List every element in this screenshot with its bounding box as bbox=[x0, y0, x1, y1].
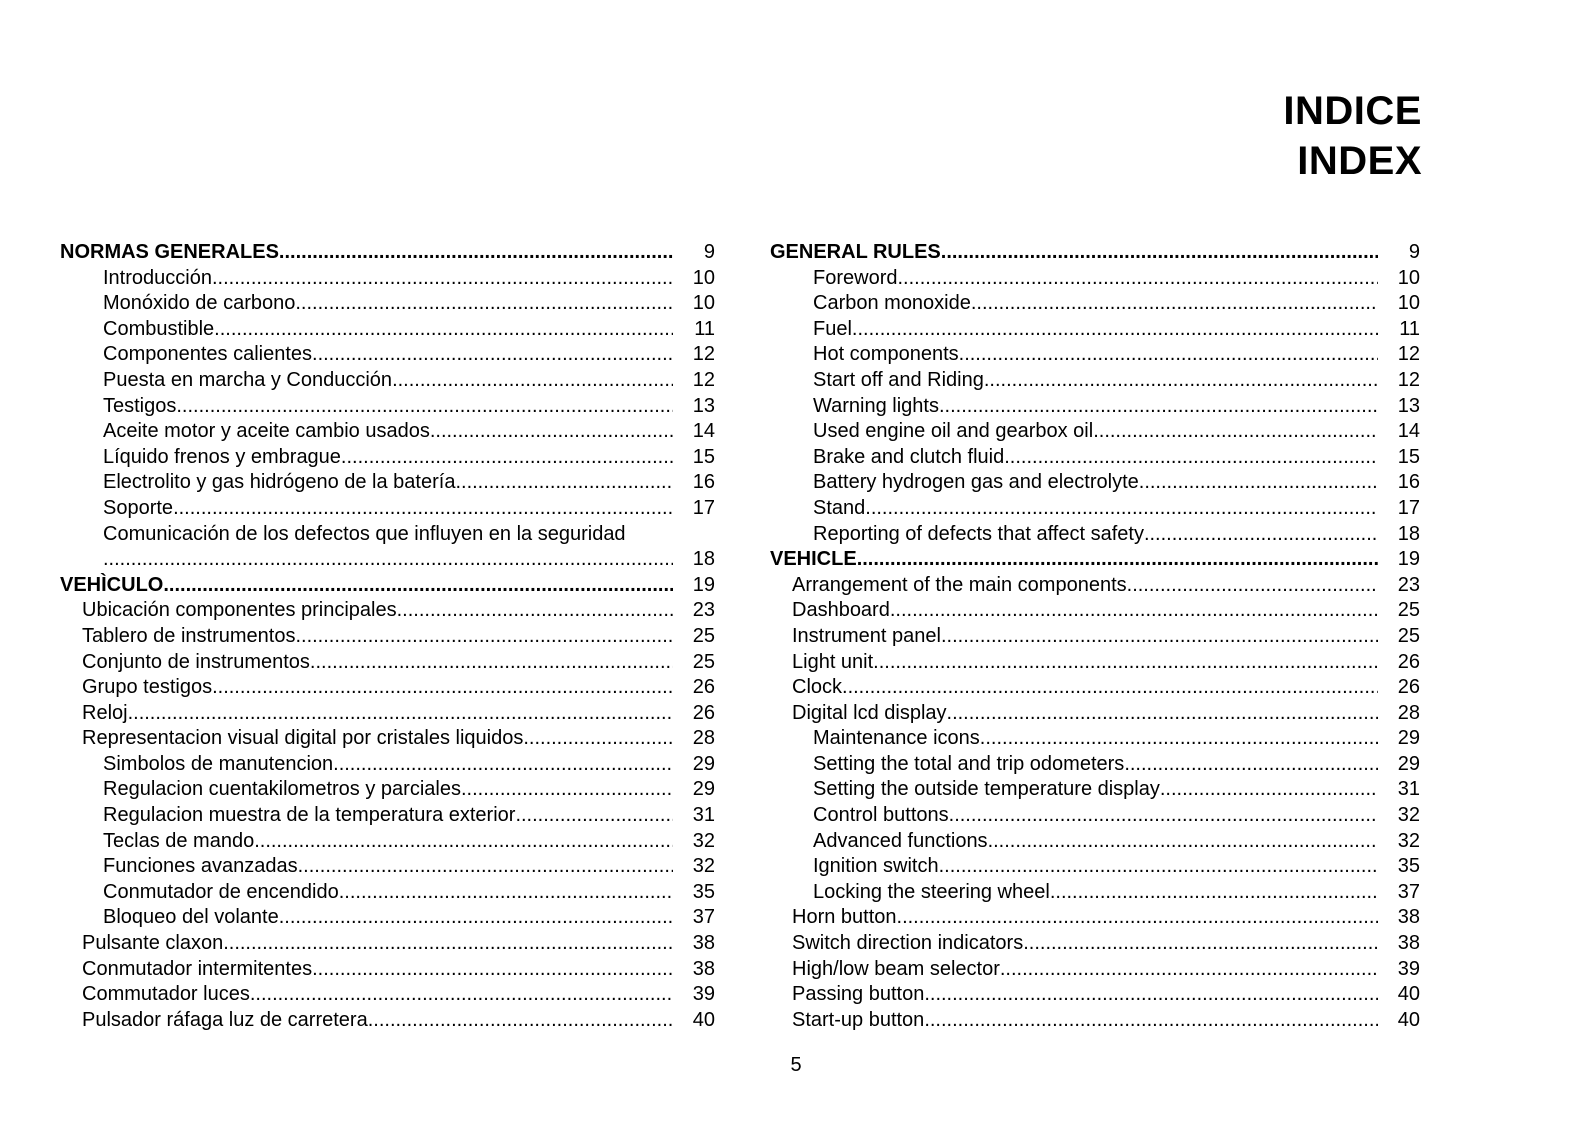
dot-leader bbox=[173, 496, 673, 522]
dot-leader bbox=[1139, 470, 1378, 496]
toc-entry-title: Stand bbox=[813, 496, 866, 519]
toc-entry-title: Light unit bbox=[792, 650, 874, 673]
toc-entry[interactable] bbox=[60, 419, 715, 445]
toc-entry-page: 39 bbox=[1397, 957, 1420, 980]
toc-entry[interactable] bbox=[770, 752, 1420, 778]
toc-entry-page: 15 bbox=[1397, 445, 1420, 468]
toc-entry[interactable] bbox=[770, 419, 1420, 445]
toc-entry-page: 9 bbox=[703, 241, 715, 263]
toc-entry-title: Digital lcd display bbox=[792, 701, 947, 724]
dot-leader bbox=[890, 598, 1378, 624]
toc-entry[interactable] bbox=[60, 650, 715, 676]
toc-entry[interactable] bbox=[60, 266, 715, 292]
toc-entry[interactable] bbox=[770, 931, 1420, 957]
toc-entry-page: 38 bbox=[692, 932, 715, 955]
dot-leader bbox=[959, 342, 1378, 368]
toc-entry[interactable] bbox=[60, 240, 715, 266]
toc-entry-page: 23 bbox=[1397, 573, 1420, 596]
toc-entry-page: 17 bbox=[1397, 496, 1420, 519]
dot-leader bbox=[279, 905, 673, 931]
toc-entry-title: Used engine oil and gearbox oil bbox=[813, 420, 1094, 443]
toc-entry-page: 11 bbox=[694, 317, 715, 340]
toc-entry-title: Ignition switch bbox=[813, 855, 939, 878]
toc-entry[interactable] bbox=[770, 803, 1420, 829]
toc-entry-page: 29 bbox=[1397, 727, 1420, 750]
dot-leader bbox=[368, 1008, 673, 1034]
toc-entry[interactable] bbox=[770, 470, 1420, 496]
toc-entry[interactable] bbox=[60, 829, 715, 855]
toc-entry[interactable] bbox=[60, 726, 715, 752]
toc-entry[interactable] bbox=[60, 752, 715, 778]
toc-entry[interactable] bbox=[770, 880, 1420, 906]
dot-leader bbox=[455, 470, 673, 496]
toc-entry[interactable] bbox=[770, 726, 1420, 752]
toc-entry-page: 13 bbox=[1397, 394, 1420, 417]
dot-leader bbox=[128, 701, 673, 727]
toc-entry-page: 32 bbox=[1397, 804, 1420, 827]
toc-entry-page: 26 bbox=[692, 701, 715, 724]
toc-entry-title: Bloqueo del volante bbox=[103, 906, 279, 929]
toc-entry[interactable] bbox=[770, 394, 1420, 420]
toc-entry[interactable] bbox=[770, 342, 1420, 368]
dot-leader bbox=[312, 342, 673, 368]
dot-leader bbox=[254, 829, 673, 855]
toc-entry-title: Maintenance icons bbox=[813, 727, 980, 750]
dot-leader bbox=[1023, 931, 1378, 957]
toc-entry[interactable] bbox=[60, 368, 715, 394]
toc-entry-title: Representacion visual digital por cristales liquidos bbox=[82, 727, 524, 750]
toc-entry[interactable] bbox=[770, 266, 1420, 292]
toc-entry[interactable] bbox=[770, 573, 1420, 599]
dot-leader bbox=[924, 1008, 1378, 1034]
toc-entry-page: 18 bbox=[1397, 522, 1420, 545]
dot-leader bbox=[949, 803, 1378, 829]
toc-entry-title: Conmutador de encendido bbox=[103, 880, 339, 903]
toc-entry[interactable] bbox=[770, 905, 1420, 931]
toc-entry[interactable] bbox=[770, 701, 1420, 727]
toc-entry-title: Setting the total and trip odometers bbox=[813, 752, 1125, 775]
dot-leader bbox=[461, 777, 673, 803]
toc-entry-page: 10 bbox=[692, 266, 715, 289]
toc-entry-page: 28 bbox=[692, 727, 715, 750]
toc-entry-page: 38 bbox=[1397, 906, 1420, 929]
toc-entry[interactable] bbox=[60, 905, 715, 931]
dot-leader bbox=[212, 675, 673, 701]
dot-leader bbox=[298, 854, 673, 880]
dot-leader bbox=[873, 650, 1378, 676]
toc-entry-title: Pulsante claxon bbox=[82, 932, 224, 955]
toc-entry-page: 38 bbox=[1397, 932, 1420, 955]
dot-leader bbox=[1000, 957, 1378, 983]
toc-entry-title: Warning lights bbox=[813, 394, 939, 417]
toc-entry-page: 25 bbox=[692, 624, 715, 647]
toc-entry-title: Switch direction indicators bbox=[792, 932, 1024, 955]
dot-leader bbox=[392, 368, 673, 394]
toc-entry-page: 40 bbox=[692, 1008, 715, 1031]
toc-entry-title: Reporting of defects that affect safety bbox=[813, 522, 1144, 545]
toc-entry[interactable] bbox=[60, 777, 715, 803]
toc-entry-page: 17 bbox=[692, 496, 715, 519]
toc-entry-page: 40 bbox=[1397, 1008, 1420, 1031]
dot-leader bbox=[279, 240, 673, 266]
toc-entry-title: Líquido frenos y embrague. bbox=[103, 445, 347, 468]
toc-entry-page: 16 bbox=[1397, 471, 1420, 494]
toc-entry-title: Locking the steering wheel bbox=[813, 880, 1050, 903]
toc-entry[interactable] bbox=[770, 291, 1420, 317]
dot-leader bbox=[523, 726, 673, 752]
toc-entry-title: Foreword bbox=[813, 266, 898, 289]
toc-entry-page: 9 bbox=[1408, 241, 1420, 263]
toc-entry[interactable] bbox=[60, 803, 715, 829]
toc-entry-continuation[interactable] bbox=[60, 547, 715, 573]
toc-entry-page: 25 bbox=[1397, 624, 1420, 647]
toc-entry-title: Arrangement of the main components bbox=[792, 573, 1127, 596]
toc-entry-page: 35 bbox=[692, 880, 715, 903]
toc-entry[interactable] bbox=[770, 675, 1420, 701]
dot-leader bbox=[333, 752, 673, 778]
toc-entry-page: 28 bbox=[1397, 701, 1420, 724]
dot-leader bbox=[988, 829, 1378, 855]
toc-entry-page: 12 bbox=[692, 368, 715, 391]
dot-leader bbox=[295, 291, 673, 317]
toc-entry-title: Horn button bbox=[792, 906, 897, 929]
toc-entry-page: 14 bbox=[692, 420, 715, 443]
dot-leader bbox=[941, 624, 1378, 650]
toc-entry-title: Combustible bbox=[103, 317, 215, 340]
toc-entry-title: Puesta en marcha y Conducción bbox=[103, 368, 393, 391]
toc-entry-page: 16 bbox=[692, 471, 715, 494]
toc-entry-page: 13 bbox=[692, 394, 715, 417]
toc-entry[interactable] bbox=[770, 982, 1420, 1008]
dot-leader bbox=[1127, 573, 1378, 599]
toc-entry-title: Pulsador ráfaga luz de carretera bbox=[82, 1008, 368, 1031]
dot-leader bbox=[897, 905, 1378, 931]
toc-entry[interactable] bbox=[60, 470, 715, 496]
dot-leader bbox=[295, 624, 673, 650]
dot-leader bbox=[310, 650, 673, 676]
toc-entry-title: Soporte bbox=[103, 496, 174, 519]
dot-leader bbox=[103, 547, 673, 573]
dot-leader bbox=[312, 957, 673, 983]
toc-entry-page: 31 bbox=[692, 804, 715, 827]
toc-entry-page: 10 bbox=[1397, 292, 1420, 315]
toc-entry[interactable] bbox=[770, 650, 1420, 676]
toc-entry-title: Fuel bbox=[813, 317, 852, 340]
dot-leader bbox=[430, 419, 673, 445]
toc-entry[interactable] bbox=[770, 522, 1420, 548]
toc-entry-page: 19 bbox=[692, 573, 715, 596]
index-title bbox=[1283, 86, 1422, 186]
title-english: INDEX bbox=[1297, 139, 1422, 183]
toc-entry-title: GENERAL RULES bbox=[770, 241, 941, 263]
toc-entry-title: Componentes calientes bbox=[103, 343, 313, 366]
toc-entry[interactable] bbox=[60, 496, 715, 522]
toc-entry[interactable] bbox=[60, 624, 715, 650]
toc-entry[interactable] bbox=[770, 1008, 1420, 1034]
toc-entry-page: 37 bbox=[1397, 880, 1420, 903]
toc-entry-title: Commutador luces bbox=[82, 983, 250, 1006]
toc-entry-title: Passing button bbox=[792, 983, 925, 1006]
toc-entry-page: 25 bbox=[692, 650, 715, 673]
toc-entry[interactable] bbox=[60, 1008, 715, 1034]
toc-entry-page: 26 bbox=[1397, 676, 1420, 699]
toc-entry-page: 32 bbox=[692, 829, 715, 852]
toc-entry-title: Brake and clutch fluid bbox=[813, 445, 1005, 468]
toc-entry[interactable] bbox=[60, 701, 715, 727]
toc-entry-title: Setting the outside temperature display bbox=[813, 778, 1160, 801]
toc-entry[interactable] bbox=[770, 854, 1420, 880]
toc-entry[interactable] bbox=[60, 931, 715, 957]
toc-entry-page: 15 bbox=[692, 445, 715, 468]
toc-entry-title: Dashboard bbox=[792, 599, 890, 622]
toc-entry-title: Regulacion cuentakilometros y parciales bbox=[103, 778, 461, 801]
toc-entry-title: Simbolos de manutencion bbox=[103, 752, 334, 775]
toc-entry-title: Conmutador intermitentes bbox=[82, 957, 313, 980]
dot-leader bbox=[984, 368, 1378, 394]
toc-entry[interactable] bbox=[770, 317, 1420, 343]
dot-leader bbox=[250, 982, 673, 1008]
toc-entry[interactable] bbox=[60, 598, 715, 624]
toc-entry-page: 10 bbox=[1397, 266, 1420, 289]
dot-leader bbox=[842, 675, 1378, 701]
dot-leader bbox=[223, 931, 673, 957]
toc-entry-title: NORMAS GENERALES bbox=[60, 241, 279, 263]
toc-spanish-column bbox=[60, 240, 715, 1033]
toc-entry[interactable] bbox=[60, 573, 715, 599]
page-number: 5 bbox=[790, 1054, 802, 1076]
toc-entry-title: Clock bbox=[792, 676, 843, 699]
toc-entry-title: Funciones avanzadas bbox=[103, 855, 298, 878]
dot-leader bbox=[897, 266, 1378, 292]
toc-entry-page: 11 bbox=[1399, 317, 1420, 340]
dot-leader bbox=[1004, 445, 1378, 471]
toc-entry[interactable] bbox=[60, 445, 715, 471]
toc-entry-page: 23 bbox=[692, 599, 715, 622]
toc-entry-title: Start-up button bbox=[792, 1008, 925, 1031]
toc-entry-title: Testigos bbox=[103, 394, 177, 417]
dot-leader bbox=[515, 803, 673, 829]
toc-entry[interactable] bbox=[60, 394, 715, 420]
toc-entry-page: 32 bbox=[1397, 829, 1420, 852]
toc-entry-page: 26 bbox=[1397, 650, 1420, 673]
toc-entry-title: Aceite motor y aceite cambio usados bbox=[103, 420, 430, 443]
toc-entry-title: Tablero de instrumentos bbox=[82, 624, 296, 647]
toc-entry-page: 37 bbox=[692, 906, 715, 929]
title-spanish: INDICE bbox=[1283, 89, 1422, 133]
dot-leader bbox=[939, 854, 1378, 880]
toc-english-column bbox=[770, 240, 1420, 1033]
toc-entry[interactable] bbox=[770, 829, 1420, 855]
toc-entry-page: 31 bbox=[1397, 778, 1420, 801]
toc-entry-title: Advanced functions bbox=[813, 829, 988, 852]
toc-entry[interactable] bbox=[60, 342, 715, 368]
dot-leader bbox=[1050, 880, 1378, 906]
toc-entry-title: Comunicación de los defectos que influyen en la seguridad bbox=[103, 522, 626, 545]
toc-entry-title: Teclas de mando bbox=[103, 829, 255, 852]
dot-leader bbox=[176, 394, 673, 420]
toc-entry-title: Ubicación componentes principales bbox=[82, 599, 397, 622]
dot-leader bbox=[947, 701, 1378, 727]
toc-entry[interactable] bbox=[770, 496, 1420, 522]
toc-entry-title: Introducción bbox=[103, 266, 212, 289]
dot-leader bbox=[1124, 752, 1378, 778]
toc-entry-page: 38 bbox=[692, 957, 715, 980]
toc-entry[interactable] bbox=[60, 675, 715, 701]
toc-entry-title: High/low beam selector bbox=[792, 957, 1000, 980]
toc-entry[interactable] bbox=[60, 522, 715, 548]
toc-entry-title: Hot components bbox=[813, 343, 959, 366]
toc-entry[interactable] bbox=[770, 445, 1420, 471]
toc-entry-page: 32 bbox=[692, 855, 715, 878]
dot-leader bbox=[941, 240, 1378, 266]
toc-entry-page: 12 bbox=[1397, 343, 1420, 366]
toc-entry[interactable] bbox=[60, 854, 715, 880]
toc-entry-page: 14 bbox=[1397, 420, 1420, 443]
toc-entry-page: 26 bbox=[692, 676, 715, 699]
dot-leader bbox=[214, 317, 673, 343]
toc-entry[interactable] bbox=[770, 368, 1420, 394]
dot-leader bbox=[971, 291, 1378, 317]
toc-entry-title: Battery hydrogen gas and electrolyte bbox=[813, 471, 1139, 494]
toc-entry-page: 29 bbox=[1397, 752, 1420, 775]
toc-entry-page: 10 bbox=[692, 292, 715, 315]
dot-leader bbox=[1144, 522, 1378, 548]
toc-entry-title: Monóxido de carbono bbox=[103, 292, 296, 315]
dot-leader bbox=[980, 726, 1378, 752]
dot-leader bbox=[339, 880, 673, 906]
toc-entry[interactable] bbox=[770, 598, 1420, 624]
toc-entry[interactable] bbox=[60, 291, 715, 317]
toc-entry[interactable] bbox=[60, 982, 715, 1008]
toc-entry-title: Conjunto de instrumentos bbox=[82, 650, 310, 673]
dot-leader bbox=[857, 547, 1378, 573]
toc-entry[interactable] bbox=[60, 880, 715, 906]
toc-entry-title: Regulacion muestra de la temperatura exterior bbox=[103, 804, 516, 827]
toc-entry[interactable] bbox=[60, 957, 715, 983]
toc-entry[interactable] bbox=[770, 240, 1420, 266]
toc-entry-page: 35 bbox=[1397, 855, 1420, 878]
toc-entry-title: Control buttons bbox=[813, 804, 949, 827]
toc-entry-page: 40 bbox=[1397, 983, 1420, 1006]
toc-entry[interactable] bbox=[770, 547, 1420, 573]
toc-entry-page: 25 bbox=[1397, 599, 1420, 622]
toc-entry[interactable] bbox=[60, 317, 715, 343]
toc-entry-title: Electrolito y gas hidrógeno de la batería bbox=[103, 471, 456, 494]
toc-entry-page: 29 bbox=[692, 752, 715, 775]
toc-entry-title: Carbon monoxide bbox=[813, 292, 971, 315]
dot-leader bbox=[924, 982, 1378, 1008]
toc-entry-page: 29 bbox=[692, 778, 715, 801]
toc-entry[interactable] bbox=[770, 957, 1420, 983]
toc-entry-page: 12 bbox=[1397, 368, 1420, 391]
toc-entry-title: Instrument panel bbox=[792, 624, 941, 647]
toc-entry-title: Reloj bbox=[82, 701, 128, 724]
dot-leader bbox=[212, 266, 673, 292]
toc-entry-title: VEHÌCULO bbox=[60, 573, 164, 596]
dot-leader bbox=[1160, 777, 1378, 803]
dot-leader bbox=[939, 394, 1378, 420]
toc-entry-title: Start off and Riding bbox=[813, 368, 984, 391]
toc-entry-page: 18 bbox=[692, 548, 715, 571]
toc-entry-page: 39 bbox=[692, 983, 715, 1006]
toc-entry-title: VEHICLE bbox=[770, 548, 857, 571]
dot-leader bbox=[163, 573, 673, 599]
dot-leader bbox=[865, 496, 1378, 522]
dot-leader bbox=[852, 317, 1378, 343]
dot-leader bbox=[1093, 419, 1378, 445]
dot-leader bbox=[397, 598, 673, 624]
toc-entry-page: 19 bbox=[1397, 548, 1420, 571]
toc-entry-title: Grupo testigos bbox=[82, 676, 213, 699]
toc-entry-page: 12 bbox=[692, 343, 715, 366]
toc-entry[interactable] bbox=[770, 624, 1420, 650]
toc-entry[interactable] bbox=[770, 777, 1420, 803]
dot-leader bbox=[347, 445, 674, 471]
